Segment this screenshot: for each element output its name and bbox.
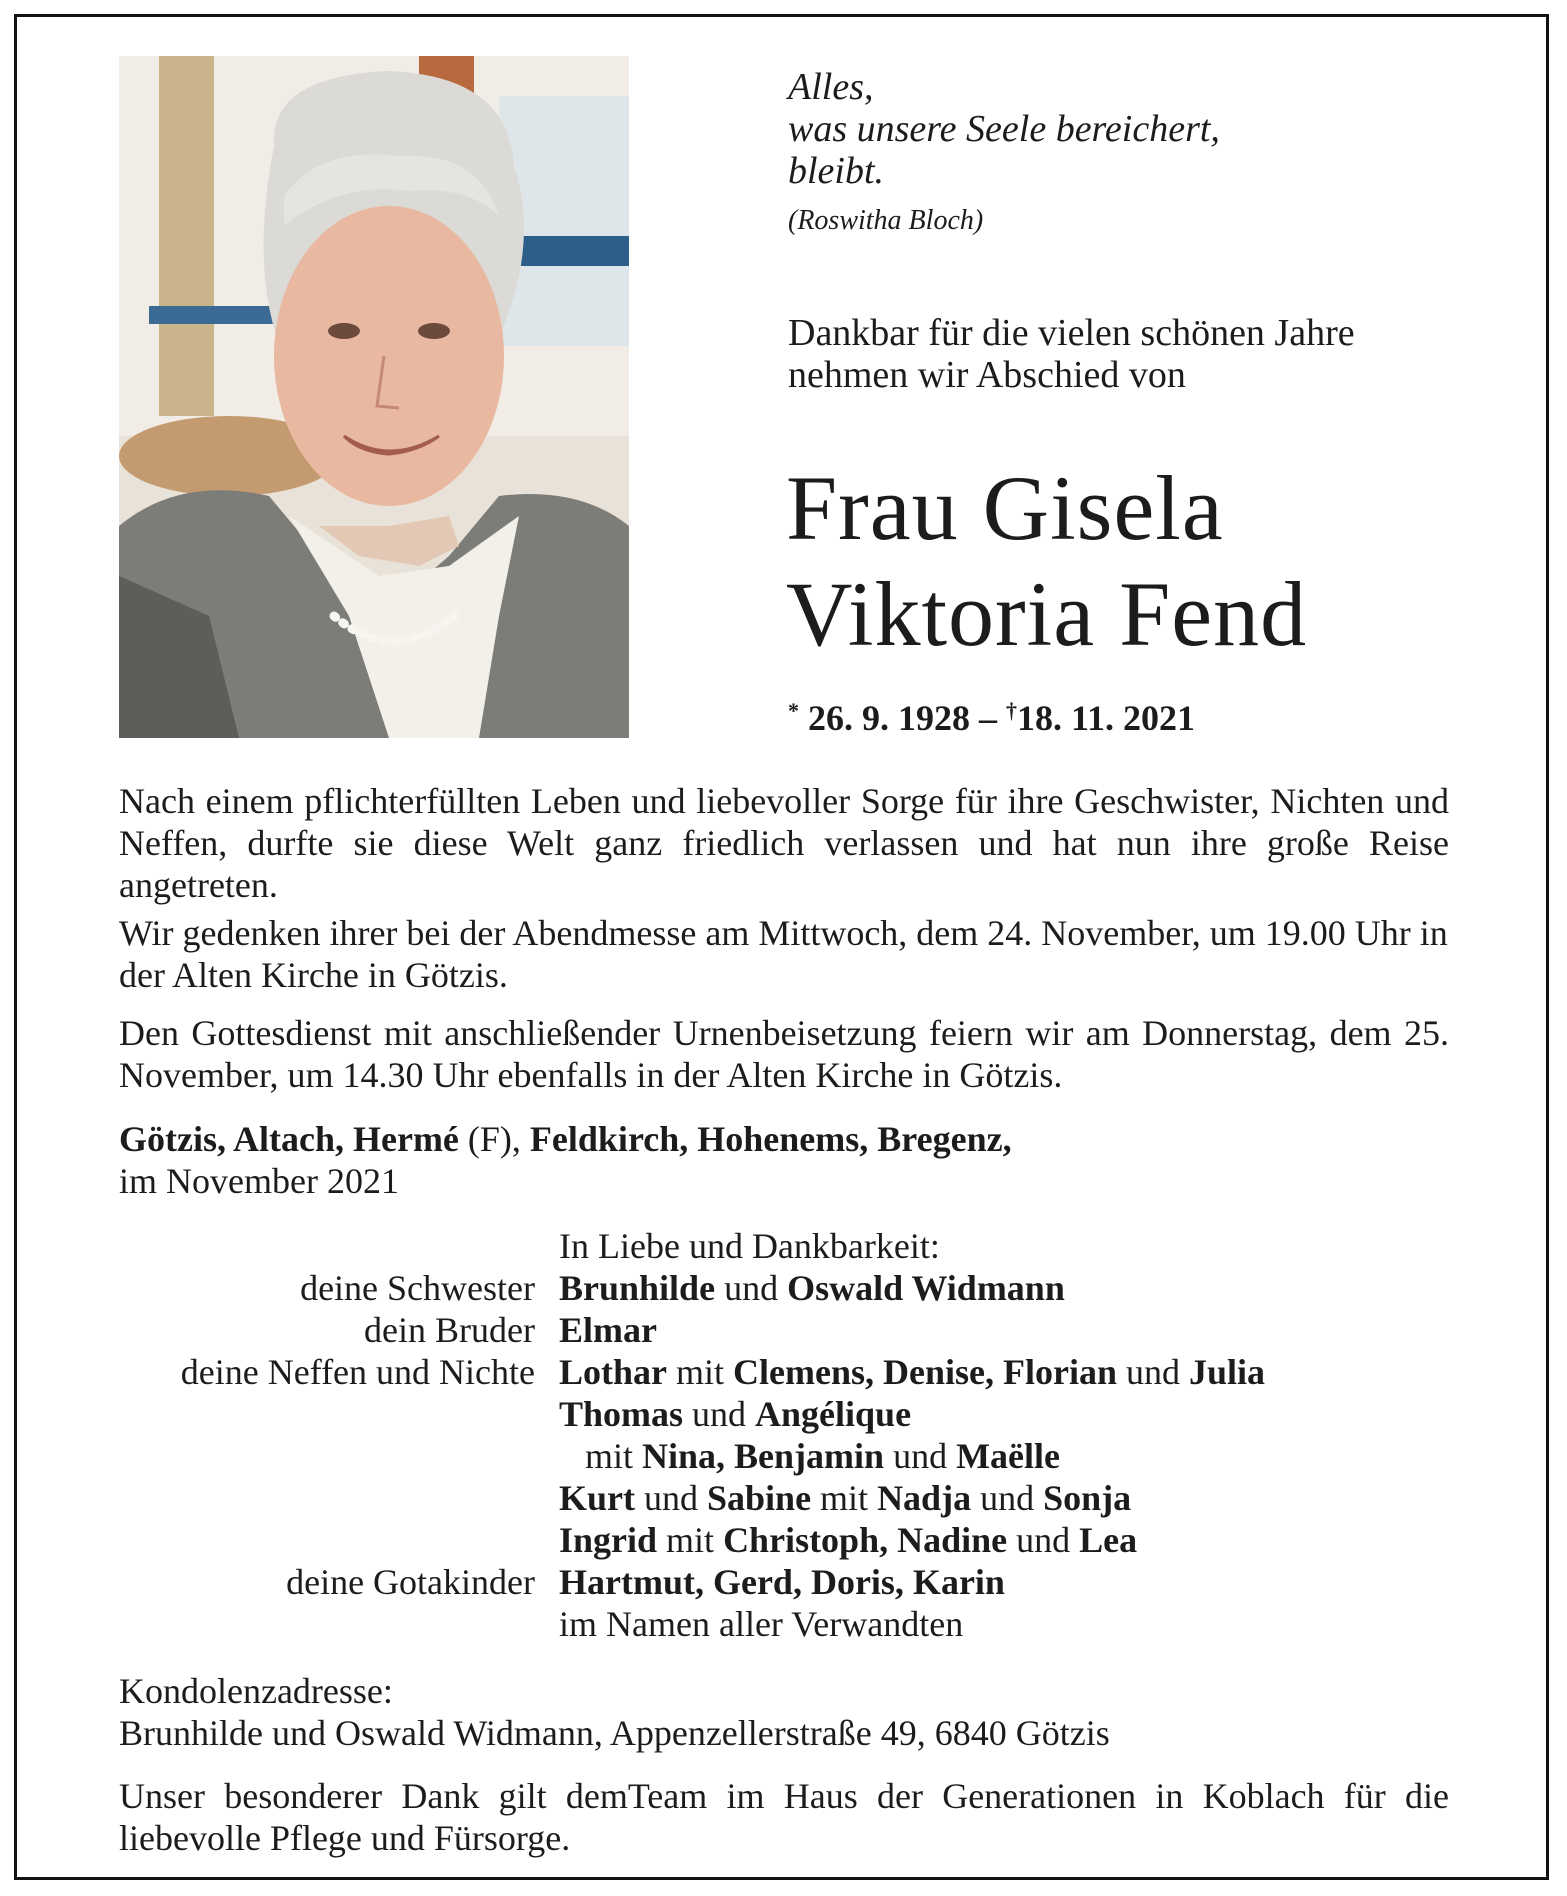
- list-item: [119, 1309, 1449, 1351]
- mourners-closing: im Namen aller Verwandten: [559, 1604, 964, 1644]
- paragraph-life: Nach einem pflichterfüllten Leben und liebevoller Sorge für ihre Geschwister, Nichten und Neffen, durfte sie diese Welt ganz friedlich verlassen und hat nun ihre große Reise angetreten.: [119, 781, 1449, 905]
- condolence-label: Kondolenzadresse:: [119, 1671, 393, 1711]
- relation-label: deine Neffen und Nichte: [180, 1352, 535, 1392]
- mourner-name: Elmar: [559, 1310, 657, 1350]
- quote-line-1: Alles,: [788, 66, 874, 108]
- relation-label: deine Gotakinder: [286, 1562, 535, 1602]
- list-item: [119, 1267, 1449, 1309]
- places-bold-2: Feldkirch, Hohenems, Bregenz,: [529, 1119, 1012, 1159]
- connector: und: [715, 1268, 788, 1308]
- list-item: [119, 1561, 1449, 1603]
- intro-text: [788, 312, 1355, 396]
- list-item: [119, 1435, 1449, 1477]
- mourner-name: Brunhilde: [559, 1268, 716, 1308]
- connector: mit: [657, 1520, 724, 1560]
- paragraph-funeral-service: Den Gottesdienst mit anschließender Urnenbeisetzung feiern wir am Donnerstag, dem 25. November, um 14.30 Uhr ebenfalls in der Alten Kirche in Götzis.: [119, 1013, 1449, 1095]
- mourner-name: Lea: [1079, 1520, 1138, 1560]
- mourner-name: Oswald Widmann: [787, 1268, 1065, 1308]
- mourner-name: Sabine: [707, 1478, 812, 1518]
- condolence-address: [119, 1670, 1110, 1754]
- date-dash: –: [979, 698, 997, 738]
- places-bold-1: Götzis, Altach, Hermé: [119, 1119, 459, 1159]
- connector: und: [683, 1394, 756, 1434]
- life-dates: [788, 697, 1195, 739]
- birth-symbol: *: [788, 698, 799, 723]
- death-symbol: †: [1006, 698, 1017, 723]
- mourner-name: Maëlle: [956, 1436, 1061, 1476]
- list-item: [119, 1519, 1449, 1561]
- relation-label: dein Bruder: [364, 1310, 535, 1350]
- places-normal-1: (F),: [458, 1119, 530, 1159]
- list-item: [119, 1603, 1449, 1645]
- paragraph-evening-mass: Wir gedenken ihrer bei der Abendmesse am Mittwoch, dem 24. November, um 19.00 Uhr in der Alten Kirche in Götzis.: [119, 913, 1448, 995]
- mourners-heading: In Liebe und Dankbarkeit:: [559, 1226, 940, 1266]
- thanks-note: Unser besonderer Dank gilt demTeam im Haus der Generationen in Koblach für die liebevolle Pflege und Fürsorge.: [119, 1776, 1449, 1858]
- quote-author: (Roswitha Bloch): [788, 205, 984, 236]
- mourner-name: Kurt: [559, 1478, 635, 1518]
- name-line-1: Frau Gisela: [786, 457, 1224, 559]
- mourner-name: Clemens, Denise, Florian: [733, 1352, 1117, 1392]
- quote-line-3: bleibt.: [788, 150, 885, 192]
- list-item: [119, 1351, 1449, 1393]
- mourner-name: Sonja: [1043, 1478, 1132, 1518]
- birth-date: 26. 9. 1928: [808, 698, 970, 738]
- intro-line-1: Dankbar für die vielen schönen Jahre: [788, 312, 1355, 354]
- mourner-name: Ingrid: [559, 1520, 658, 1560]
- intro-line-2: nehmen wir Abschied von: [788, 354, 1186, 396]
- connector: mit: [811, 1478, 878, 1518]
- connector: und: [884, 1436, 957, 1476]
- death-date: 18. 11. 2021: [1017, 698, 1196, 738]
- mourner-name: Lothar: [559, 1352, 667, 1392]
- mourner-name: Julia: [1188, 1352, 1266, 1392]
- name-line-2: Viktoria Fend: [786, 563, 1308, 665]
- connector: mit: [585, 1436, 643, 1476]
- mourner-name: Nadja: [877, 1478, 972, 1518]
- list-item: [119, 1477, 1449, 1519]
- deceased-name: [786, 455, 1307, 667]
- mourner-name: Nina, Benjamin: [642, 1436, 885, 1476]
- list-item: [119, 1393, 1449, 1435]
- mourner-name: Christoph, Nadine: [723, 1520, 1008, 1560]
- connector: und: [971, 1478, 1044, 1518]
- quote-line-2: was unsere Seele bereichert,: [788, 108, 1220, 150]
- relation-label: deine Schwester: [300, 1268, 535, 1308]
- mourner-name: Thomas: [559, 1394, 684, 1434]
- condolence-address-text: Brunhilde und Oswald Widmann, Appenzellerstraße 49, 6840 Götzis: [119, 1713, 1110, 1753]
- connector: mit: [667, 1352, 734, 1392]
- mourners-list: [119, 1225, 1449, 1645]
- quote: [788, 66, 1220, 192]
- places-and-date: [119, 1118, 1012, 1202]
- mourner-name: Angélique: [755, 1394, 912, 1434]
- portrait-photo: [119, 56, 629, 738]
- connector: und: [635, 1478, 707, 1518]
- connector: und: [1116, 1352, 1189, 1392]
- mourner-name: Hartmut, Gerd, Doris, Karin: [559, 1562, 1005, 1602]
- places-date: im November 2021: [119, 1161, 399, 1201]
- connector: und: [1007, 1520, 1080, 1560]
